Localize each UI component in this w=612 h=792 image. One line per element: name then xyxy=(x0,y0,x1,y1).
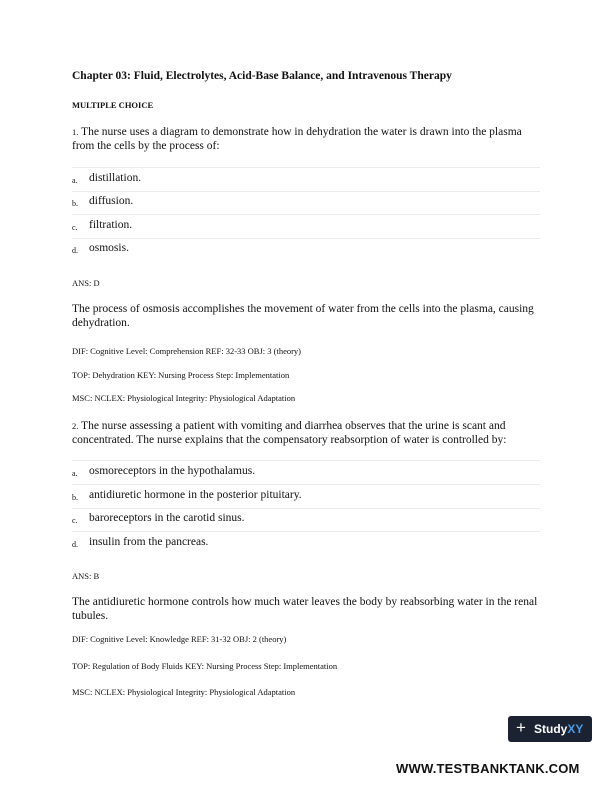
option-text: baroreceptors in the carotid sinus. xyxy=(89,512,245,524)
option-divider xyxy=(72,484,540,485)
option-text: osmosis. xyxy=(89,242,129,254)
option-divider xyxy=(72,167,540,168)
section-heading: MULTIPLE CHOICE xyxy=(72,100,154,110)
option-divider xyxy=(72,531,540,532)
option-divider xyxy=(72,214,540,215)
question-2-option-c xyxy=(72,510,540,530)
studyxy-logo xyxy=(534,722,583,736)
question-2-number: 2. xyxy=(72,421,79,431)
question-2-top: TOP: Regulation of Body Fluids KEY: Nursing Process Step: Implementation xyxy=(72,661,338,671)
question-1-option-a xyxy=(72,170,540,190)
question-1-dif: DIF: Cognitive Level: Comprehension REF: 32-33 OBJ: 3 (theory) xyxy=(72,346,302,356)
option-letter: b. xyxy=(72,493,78,502)
question-2-text: The nurse assessing a patient with vomiting and diarrhea observes that the urine is scant and concentrated. The nurse explains that the compensatory reabsorption of water is controlled by: xyxy=(72,420,507,446)
question-1-option-c xyxy=(72,217,540,237)
option-divider xyxy=(72,508,540,509)
question-2-option-a xyxy=(72,463,540,483)
option-letter: d. xyxy=(72,246,78,255)
question-1-top: TOP: Dehydration KEY: Nursing Process Step: Implementation xyxy=(72,370,290,380)
option-text: osmoreceptors in the hypothalamus. xyxy=(89,465,256,477)
question-1-rationale: The process of osmosis accomplishes the movement of water from the cells into the plasma, causing dehydration. xyxy=(72,303,534,329)
question-1-option-b xyxy=(72,193,540,213)
question-2-option-b xyxy=(72,487,540,507)
question-2-stem xyxy=(72,419,542,447)
chapter-title: Chapter 03: Fluid, Electrolytes, Acid-Base Balance, and Intravenous Therapy xyxy=(72,70,452,82)
question-2-dif: DIF: Cognitive Level: Knowledge REF: 31-32 OBJ: 2 (theory) xyxy=(72,634,287,644)
option-letter: a. xyxy=(72,176,78,185)
option-text: insulin from the pancreas. xyxy=(89,536,209,548)
option-letter: c. xyxy=(72,516,78,525)
question-2-msc: MSC: NCLEX: Physiological Integrity: Physiological Adaptation xyxy=(72,687,296,697)
question-2-rationale: The antidiuretic hormone controls how much water leaves the body by reabsorbing water in the renal tubules. xyxy=(72,596,538,622)
option-text: diffusion. xyxy=(89,195,134,207)
plus-icon: + xyxy=(516,718,526,737)
question-1-msc: MSC: NCLEX: Physiological Integrity: Physiological Adaptation xyxy=(72,393,296,403)
option-text: antidiuretic hormone in the posterior pituitary. xyxy=(89,489,302,501)
option-letter: a. xyxy=(72,469,78,478)
question-1-number: 1. xyxy=(72,127,79,137)
question-2-answer: ANS: B xyxy=(72,571,100,581)
brand-accent: XY xyxy=(567,722,584,736)
option-divider xyxy=(72,460,540,461)
question-1-answer: ANS: D xyxy=(72,278,100,288)
question-1-option-d xyxy=(72,240,540,260)
brand-main: Study xyxy=(534,722,568,736)
option-letter: c. xyxy=(72,223,78,232)
option-text: filtration. xyxy=(89,219,133,231)
question-1-stem xyxy=(72,125,542,153)
footer-url: WWW.TESTBANKTANK.COM xyxy=(396,761,580,776)
option-divider xyxy=(72,191,540,192)
option-text: distillation. xyxy=(89,172,142,184)
question-2-option-d xyxy=(72,534,540,554)
question-1-text: The nurse uses a diagram to demonstrate how in dehydration the water is drawn into the plasma from the cells by the process of: xyxy=(72,126,522,152)
studyxy-badge[interactable] xyxy=(508,716,592,742)
option-letter: d. xyxy=(72,540,78,549)
option-divider xyxy=(72,238,540,239)
option-letter: b. xyxy=(72,199,78,208)
